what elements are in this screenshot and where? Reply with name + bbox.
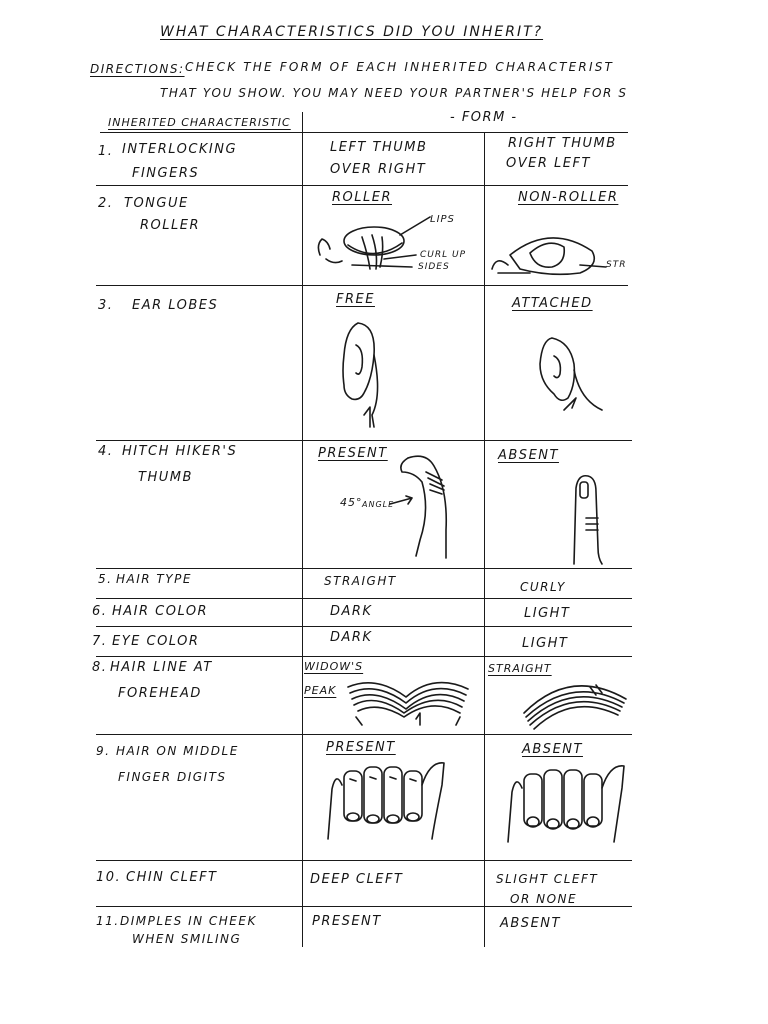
row-11-option-a: PRESENT	[312, 914, 382, 929]
row-1-option-a: LEFT THUMB	[330, 140, 428, 155]
row-5-number: 5.	[98, 572, 113, 586]
row-3-option-b: ATTACHED	[512, 296, 593, 311]
row-5-option-b: CURLY	[520, 580, 566, 594]
row-divider	[96, 285, 628, 286]
row-3-label: EAR LOBES	[132, 298, 219, 313]
row-7-option-b: LIGHT	[522, 636, 569, 651]
page-title: WHAT CHARACTERISTICS DID YOU INHERIT?	[160, 24, 544, 40]
row-10-number: 10.	[96, 870, 122, 885]
row-divider	[96, 568, 632, 569]
row-3-option-a: FREE	[336, 292, 375, 307]
row-divider	[96, 860, 632, 861]
row-divider	[96, 906, 632, 907]
widows-peak-icon	[346, 665, 470, 727]
directions-line-1: CHECK THE FORM OF EACH INHERITED CHARACTERIST	[185, 60, 615, 74]
row-2-number: 2.	[98, 196, 114, 211]
row-3-number: 3.	[98, 298, 114, 313]
header-divider	[100, 132, 628, 133]
row-4-number: 4.	[98, 444, 114, 459]
row-8-label: HAIR LINE AT	[110, 660, 213, 675]
row-6-label: HAIR COLOR	[112, 604, 209, 619]
row-10-option-a: DEEP CLEFT	[310, 872, 404, 887]
free-earlobe-icon	[330, 315, 390, 430]
row-8-number: 8.	[92, 660, 108, 675]
row-9-option-b: ABSENT	[522, 742, 583, 757]
row-4-option-b: ABSENT	[498, 448, 559, 463]
row-1-number: 1.	[98, 144, 114, 159]
curl-note-2: SIDES	[418, 262, 450, 272]
row-7-option-a: DARK	[330, 630, 373, 645]
row-2-option-b: NON-ROLLER	[518, 190, 619, 205]
straight-hairline-icon	[520, 673, 630, 733]
hitchhiker-thumb-icon	[390, 450, 460, 560]
row-9-label-2: FINGER DIGITS	[118, 770, 227, 784]
row-8-label-2: FOREHEAD	[118, 686, 202, 701]
curl-note: CURL UP	[420, 250, 467, 260]
angle-degree-label: 45°	[340, 496, 363, 509]
row-10-label: CHIN CLEFT	[126, 870, 218, 885]
row-2-label: TONGUE	[124, 196, 189, 211]
header-characteristic: INHERITED CHARACTERISTIC	[108, 116, 291, 129]
row-6-option-a: DARK	[330, 604, 373, 619]
directions-label: DIRECTIONS:	[90, 62, 185, 76]
straight-thumb-icon	[566, 468, 606, 568]
row-5-label: HAIR TYPE	[116, 572, 192, 586]
attached-earlobe-icon	[530, 330, 610, 415]
row-11-number: 11.	[96, 914, 120, 928]
row-2-label-2: ROLLER	[140, 218, 200, 233]
column-divider-1	[302, 112, 303, 947]
row-1-label: INTERLOCKING	[122, 142, 238, 157]
row-divider	[96, 598, 632, 599]
row-4-option-a: PRESENT	[318, 446, 388, 461]
row-1-option-b-2: OVER LEFT	[506, 156, 591, 171]
tongue-roller-icon	[312, 215, 422, 275]
row-divider	[96, 185, 628, 186]
row-9-number: 9.	[96, 744, 111, 758]
row-1-label-2: FINGERS	[132, 166, 200, 181]
row-11-option-b: ABSENT	[500, 916, 561, 931]
hairy-fingers-icon	[322, 755, 448, 840]
row-divider	[96, 734, 632, 735]
row-10-option-b: SLIGHT CLEFT	[496, 872, 599, 886]
row-8-option-b: STRAIGHT	[488, 662, 552, 675]
hairless-fingers-icon	[506, 758, 628, 843]
row-11-label-2: WHEN SMILING	[132, 932, 242, 946]
row-4-label-2: THUMB	[138, 470, 193, 485]
str-note: STR	[606, 260, 627, 270]
row-11-label: DIMPLES IN CHEEK	[120, 914, 257, 928]
row-9-label: HAIR ON MIDDLE	[116, 744, 239, 758]
row-5-option-a: STRAIGHT	[324, 574, 397, 588]
row-10-option-b-2: OR NONE	[510, 892, 578, 906]
row-6-option-b: LIGHT	[524, 606, 571, 621]
row-1-option-b: RIGHT THUMB	[508, 136, 617, 151]
angle-word-label: ANGLE	[362, 500, 395, 509]
row-1-option-a-2: OVER RIGHT	[330, 162, 427, 177]
row-9-option-a: PRESENT	[326, 740, 396, 755]
row-8-option-a: WIDOW'S	[304, 660, 364, 673]
directions-line-2: THAT YOU SHOW. YOU MAY NEED YOUR PARTNER'S HELP FOR S	[160, 86, 628, 100]
row-8-option-a-2: PEAK	[304, 684, 337, 697]
row-divider	[96, 656, 632, 657]
row-4-label: HITCH HIKER'S	[122, 444, 238, 459]
lips-note: LIPS	[430, 214, 455, 225]
row-7-label: EYE COLOR	[112, 634, 200, 649]
header-form: - FORM -	[450, 110, 518, 125]
column-divider-2	[484, 132, 485, 947]
row-divider	[96, 440, 632, 441]
row-6-number: 6.	[92, 604, 108, 619]
row-2-option-a: ROLLER	[332, 190, 392, 205]
tongue-non-roller-icon	[490, 225, 608, 280]
row-7-number: 7.	[92, 634, 108, 649]
row-divider	[96, 626, 632, 627]
